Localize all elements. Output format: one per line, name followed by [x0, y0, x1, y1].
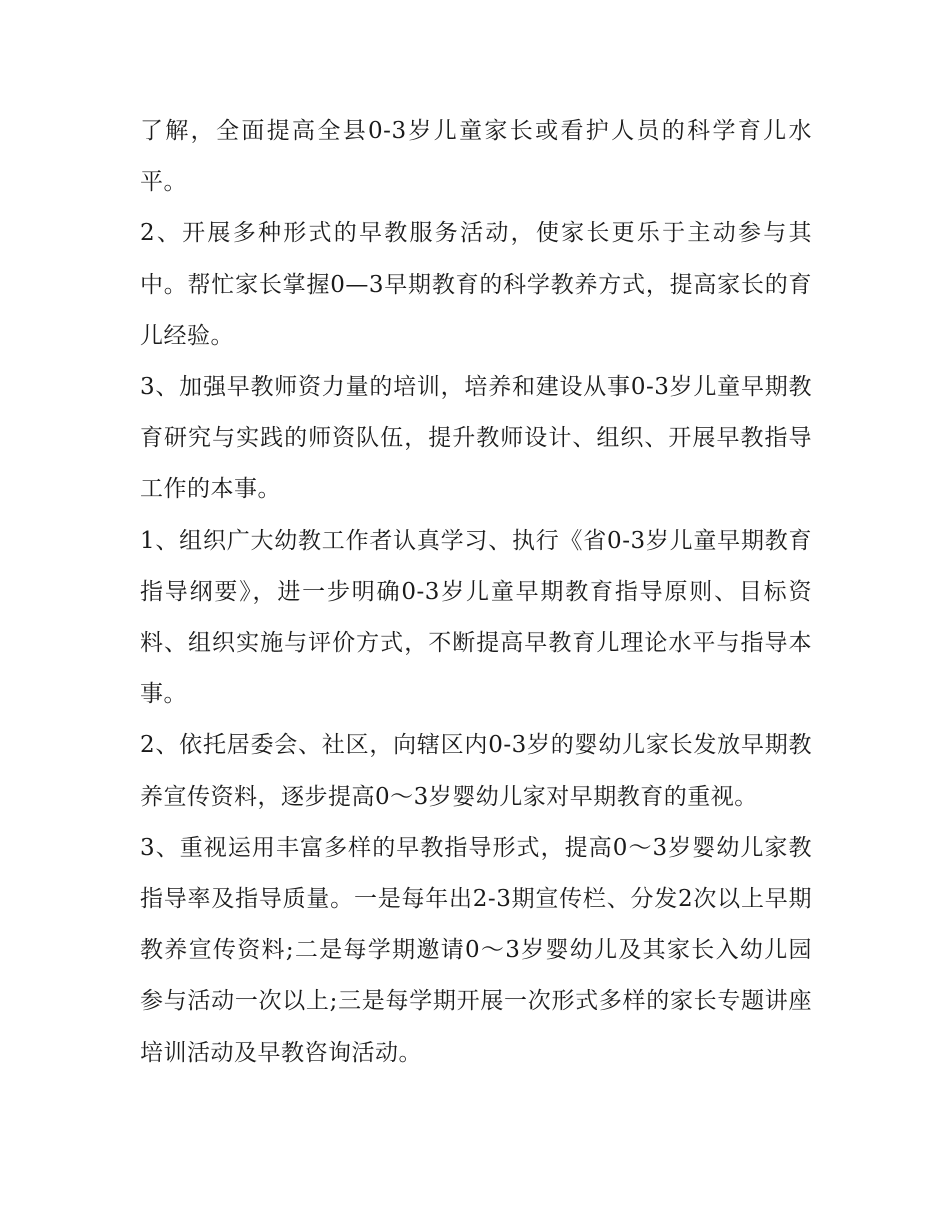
paragraph-6: 3、重视运用丰富多样的早教指导形式，提高0～3岁婴幼儿家教指导率及指导质量。一是每年出2-3期宣传栏、分发2次以上早期教养宣传资料;二是每学期邀请0～3岁婴幼儿及其家长入幼儿园参与活动一次以上;三是每学期开展一次形式多样的家长专题讲座培训活动及早教咨询活动。	[140, 834, 812, 1066]
paragraph-5: 2、依托居委会、社区，向辖区内0-3岁的婴幼儿家长发放早期教养宣传资料，逐步提高0～3岁婴幼儿家对早期教育的重视。	[140, 732, 812, 810]
paragraph-2: 2、开展多种形式的早教服务活动，使家长更乐于主动参与其中。帮忙家长掌握0—3早期教育的科学教养方式，提高家长的育儿经验。	[140, 220, 812, 349]
document-body	[140, 106, 812, 1079]
paragraph-1: 了解，全面提高全县0-3岁儿童家长或看护人员的科学育儿水平。	[140, 118, 812, 196]
paragraph-3: 3、加强早教师资力量的培训，培养和建设从事0-3岁儿童早期教育研究与实践的师资队伍，提升教师设计、组织、开展早教指导工作的本事。	[140, 374, 812, 503]
paragraph-4: 1、组织广大幼教工作者认真学习、执行《省0-3岁儿童早期教育指导纲要》，进一步明确0-3岁儿童早期教育指导原则、目标资料、组织实施与评价方式，不断提高早教育儿理论水平与指导本事。	[140, 527, 812, 708]
